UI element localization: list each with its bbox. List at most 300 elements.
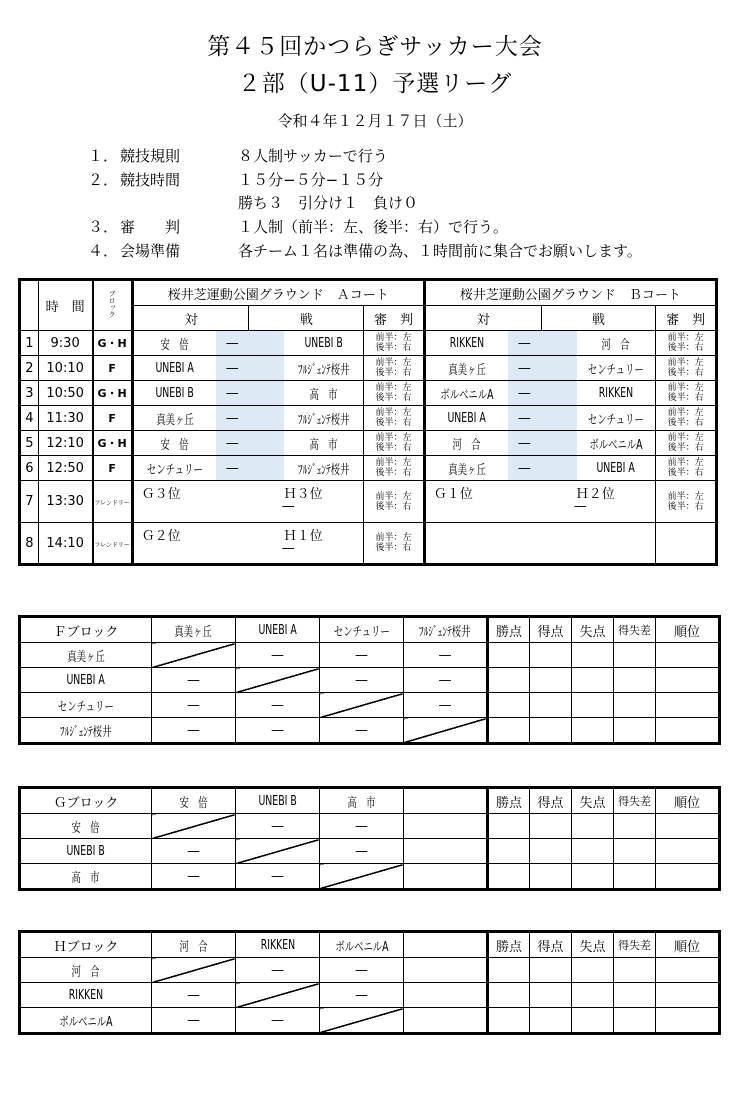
court-b-away-team bbox=[577, 331, 656, 356]
block-h-table bbox=[18, 930, 721, 1035]
match-time: 9:30 bbox=[38, 331, 92, 356]
stat-cell bbox=[530, 643, 572, 668]
schedule-rows bbox=[20, 331, 717, 565]
team-name bbox=[20, 839, 152, 864]
away-team-name: 高 市 bbox=[309, 437, 338, 453]
stat-cell bbox=[572, 839, 614, 864]
court-b-away-team bbox=[577, 381, 656, 406]
away-team-name: ﾌﾙｼﾞｪﾝﾃ桜井 bbox=[298, 462, 350, 478]
referee-note bbox=[364, 331, 425, 356]
time-header: 時 間 bbox=[38, 280, 92, 331]
ref-second-half: 後半：右 bbox=[375, 501, 412, 512]
court-b-away-team bbox=[577, 406, 656, 431]
court-a-home-team bbox=[132, 431, 215, 456]
vs-dash: — bbox=[216, 456, 249, 481]
friendly-away-slot: Ｈ３位 bbox=[283, 487, 323, 502]
match-time: 14:10 bbox=[38, 523, 92, 565]
ref-second-half: 後半：右 bbox=[375, 343, 412, 353]
block-label bbox=[93, 356, 133, 381]
match-number: 6 bbox=[20, 456, 39, 481]
home-team-name: 真美ヶ丘 bbox=[155, 412, 194, 428]
away-team-name: センチュリー bbox=[588, 362, 644, 378]
referee-note bbox=[656, 406, 717, 431]
stat-cell bbox=[656, 958, 720, 983]
stat-cell bbox=[488, 718, 530, 744]
vs-spacer bbox=[541, 356, 576, 381]
stat-cell bbox=[488, 693, 530, 718]
rule-text: 勝ち３ 引分け１ 負け０ bbox=[238, 194, 419, 212]
result-cell: — bbox=[404, 693, 488, 718]
referee-note bbox=[656, 481, 717, 523]
ref-second-half: 後半：右 bbox=[375, 368, 412, 378]
vs-dash: — bbox=[281, 541, 295, 556]
block-code: F bbox=[108, 461, 116, 475]
rule-text: 各チーム１名は準備の為、１時間前に集合でお願いします。 bbox=[238, 242, 642, 260]
vs-dash: — bbox=[216, 431, 249, 456]
team-name-text: 安 倍 bbox=[71, 820, 101, 836]
opponent-header bbox=[236, 932, 320, 958]
home-team-name: UNEBI A bbox=[155, 360, 194, 376]
stat-header: 勝点 bbox=[488, 788, 530, 814]
team-name bbox=[20, 814, 152, 839]
away-team-name: ﾌﾙｼﾞｪﾝﾃ桜井 bbox=[298, 362, 350, 378]
opponent-header bbox=[320, 617, 404, 643]
stat-cell bbox=[614, 983, 656, 1008]
friendly-away-slot: Ｈ１位 bbox=[283, 529, 323, 544]
stat-cell bbox=[488, 668, 530, 693]
referee-note bbox=[364, 481, 425, 523]
self-match-diagonal bbox=[320, 864, 404, 890]
result-cell: — bbox=[152, 839, 236, 864]
court-b-home-team bbox=[424, 406, 507, 431]
self-match-diagonal bbox=[404, 718, 488, 744]
opponent-team-name: UNEBI B bbox=[258, 793, 297, 809]
event-date: 令和４年１２月１７日（土） bbox=[277, 112, 473, 130]
stat-cell bbox=[614, 1008, 656, 1034]
court-a-away-team bbox=[284, 431, 363, 456]
stat-cell bbox=[572, 643, 614, 668]
vs-right-header-a: 戦 bbox=[249, 306, 364, 331]
away-team-name: UNEBI A bbox=[596, 460, 636, 476]
match-row bbox=[20, 381, 717, 406]
result-cell: — bbox=[236, 814, 320, 839]
court-a-friendly-match bbox=[132, 481, 364, 523]
ref-first-half: 前半：左 bbox=[375, 491, 412, 502]
rule-number: １． bbox=[88, 147, 119, 165]
referee-note bbox=[364, 406, 425, 431]
stat-cell bbox=[530, 839, 572, 864]
referee-note bbox=[364, 456, 425, 481]
referee-note bbox=[364, 431, 425, 456]
rule-label: 競技規則 bbox=[120, 147, 181, 165]
court-a-home-team bbox=[132, 331, 215, 356]
ref-first-half: 前半：左 bbox=[667, 333, 704, 343]
stat-cell bbox=[614, 864, 656, 890]
match-time: 11:30 bbox=[38, 406, 92, 431]
stat-cell bbox=[656, 693, 720, 718]
court-b-away-team bbox=[577, 456, 656, 481]
vs-dash: — bbox=[508, 456, 541, 481]
stat-cell bbox=[530, 718, 572, 744]
result-cell: — bbox=[236, 958, 320, 983]
rule-text: １人制（前半：左、後半：右）で行う。 bbox=[238, 218, 509, 236]
opponent-team-name: センチュリー bbox=[333, 624, 390, 640]
vs-dash: — bbox=[508, 381, 541, 406]
result-cell: — bbox=[152, 864, 236, 890]
friendly-home-slot: Ｇ２位 bbox=[141, 529, 181, 544]
ref-second-half: 後半：右 bbox=[667, 468, 704, 478]
court-a-friendly-match bbox=[132, 523, 364, 565]
court-b-home-team bbox=[424, 431, 507, 456]
stat-header: 得点 bbox=[530, 617, 572, 643]
rule-text: ８人制サッカーで行う bbox=[238, 147, 388, 165]
self-match-diagonal bbox=[236, 983, 320, 1008]
team-name bbox=[20, 864, 152, 890]
vs-dash: — bbox=[281, 499, 295, 514]
team-name bbox=[20, 693, 152, 718]
friendly-label: フレンドリー bbox=[94, 541, 130, 549]
opponent-header bbox=[236, 617, 320, 643]
team-row bbox=[20, 668, 720, 693]
friendly-home-slot: Ｇ３位 bbox=[141, 487, 181, 502]
vs-spacer bbox=[541, 406, 576, 431]
block-code: G・H bbox=[97, 387, 127, 400]
result-cell: — bbox=[320, 668, 404, 693]
team-name bbox=[20, 958, 152, 983]
ref-second-half: 後半：右 bbox=[667, 443, 704, 453]
team-name bbox=[20, 668, 152, 693]
friendly-home-slot: Ｇ１位 bbox=[433, 487, 473, 502]
team-name-text: センチュリー bbox=[58, 699, 114, 715]
ref-first-half: 前半：左 bbox=[667, 383, 704, 393]
team-name-text: 河 合 bbox=[71, 964, 101, 980]
ref-first-half: 前半：左 bbox=[667, 458, 704, 468]
stat-cell bbox=[488, 1008, 530, 1034]
opponent-team-name: 真美ヶ丘 bbox=[174, 624, 213, 640]
opponent-header bbox=[152, 788, 236, 814]
stat-cell bbox=[656, 668, 720, 693]
stat-header: 順位 bbox=[656, 788, 720, 814]
stat-header: 得失差 bbox=[614, 932, 656, 958]
team-name-text: ﾌﾙｼﾞｪﾝﾃ桜井 bbox=[60, 724, 112, 740]
match-time: 12:50 bbox=[38, 456, 92, 481]
opponent-header bbox=[320, 932, 404, 958]
away-team-name: ﾌﾙｼﾞｪﾝﾃ桜井 bbox=[298, 412, 350, 428]
result-cell: — bbox=[152, 1008, 236, 1034]
self-match-diagonal bbox=[152, 643, 236, 668]
block-header-row bbox=[20, 788, 720, 814]
home-team-name: センチュリー bbox=[146, 462, 203, 478]
block-g-table bbox=[18, 786, 721, 891]
stat-header: 失点 bbox=[572, 932, 614, 958]
ref-second-half: 後半：右 bbox=[667, 343, 704, 353]
block-title: Ｇブロック bbox=[20, 788, 152, 814]
stat-cell bbox=[572, 1008, 614, 1034]
match-row bbox=[20, 356, 717, 381]
stat-cell bbox=[488, 643, 530, 668]
ref-first-half: 前半：左 bbox=[375, 383, 412, 393]
opponent-header bbox=[320, 788, 404, 814]
opponent-header bbox=[152, 932, 236, 958]
opponent-team-name: UNEBI A bbox=[258, 622, 297, 638]
vs-spacer bbox=[249, 331, 284, 356]
stat-cell bbox=[572, 814, 614, 839]
referee-note bbox=[364, 356, 425, 381]
team-name-text: 真美ヶ丘 bbox=[67, 649, 105, 665]
self-match-diagonal bbox=[320, 1008, 404, 1034]
home-team-name: 真美ヶ丘 bbox=[448, 362, 486, 378]
result-cell: — bbox=[320, 839, 404, 864]
block-label bbox=[93, 456, 133, 481]
opponent-team-name: 河 合 bbox=[179, 939, 208, 955]
away-team-name: 河 合 bbox=[601, 337, 630, 353]
ref-second-half: 後半：右 bbox=[375, 543, 412, 553]
vs-spacer bbox=[249, 406, 284, 431]
friendly-label: フレンドリー bbox=[94, 500, 130, 507]
opponent-team-name: 高 市 bbox=[347, 795, 376, 811]
row-number-header bbox=[20, 280, 39, 331]
block-code: G・H bbox=[97, 337, 127, 350]
match-row bbox=[20, 431, 717, 456]
stat-cell bbox=[572, 668, 614, 693]
block-label bbox=[93, 331, 133, 356]
stat-cell bbox=[572, 958, 614, 983]
stat-cell bbox=[614, 693, 656, 718]
result-cell: — bbox=[236, 864, 320, 890]
court-b-friendly-match bbox=[424, 481, 656, 523]
ref-second-half: 後半：右 bbox=[375, 468, 412, 478]
stat-cell bbox=[614, 718, 656, 744]
team-name-text: UNEBI B bbox=[66, 843, 106, 859]
stat-cell bbox=[572, 718, 614, 744]
match-number: 1 bbox=[20, 331, 39, 356]
stat-cell bbox=[656, 864, 720, 890]
self-match-diagonal bbox=[152, 814, 236, 839]
opponent-team-name: 安 倍 bbox=[179, 795, 208, 811]
result-cell: — bbox=[236, 643, 320, 668]
ref-first-half: 前半：左 bbox=[375, 408, 412, 418]
stat-cell bbox=[656, 814, 720, 839]
result-cell bbox=[404, 814, 488, 839]
stat-cell bbox=[530, 958, 572, 983]
opponent-team-name: RIKKEN bbox=[260, 937, 295, 953]
result-cell: — bbox=[236, 718, 320, 744]
court-a-away-team bbox=[284, 331, 363, 356]
court-a-home-team bbox=[132, 406, 215, 431]
team-row bbox=[20, 718, 720, 744]
referee-note bbox=[364, 523, 425, 565]
block-label bbox=[93, 523, 133, 565]
self-match-diagonal bbox=[236, 668, 320, 693]
vs-dash: — bbox=[216, 356, 249, 381]
match-row bbox=[20, 331, 717, 356]
stat-cell bbox=[488, 864, 530, 890]
court-b-header: 桜井芝運動公園グラウンド Ｂコート bbox=[424, 280, 716, 306]
vs-spacer bbox=[541, 331, 576, 356]
away-team-name: 高 市 bbox=[309, 387, 338, 403]
referee-note bbox=[656, 431, 717, 456]
result-cell: — bbox=[320, 983, 404, 1008]
tournament-title: 第４５回かつらぎサッカー大会 bbox=[207, 34, 543, 60]
self-match-diagonal bbox=[152, 958, 236, 983]
match-number: 8 bbox=[20, 523, 39, 565]
stat-cell bbox=[572, 864, 614, 890]
ref-header-a: 審 判 bbox=[364, 306, 425, 331]
vs-dash: — bbox=[508, 356, 541, 381]
away-team-name: ボルベニルA bbox=[589, 437, 643, 453]
result-cell bbox=[404, 839, 488, 864]
court-a-home-team bbox=[132, 356, 215, 381]
home-team-name: 真美ヶ丘 bbox=[448, 462, 486, 478]
rule-label: 審 判 bbox=[120, 218, 181, 236]
team-name-text: ボルベニルA bbox=[59, 1014, 113, 1030]
team-name bbox=[20, 718, 152, 744]
match-number: 4 bbox=[20, 406, 39, 431]
result-cell: — bbox=[320, 958, 404, 983]
match-time: 10:10 bbox=[38, 356, 92, 381]
home-team-name: 安 倍 bbox=[160, 337, 189, 353]
stat-cell bbox=[488, 839, 530, 864]
ref-second-half: 後半：右 bbox=[667, 418, 704, 428]
court-b-home-team bbox=[424, 381, 507, 406]
ref-first-half: 前半：左 bbox=[375, 433, 412, 443]
friendly-row bbox=[20, 523, 717, 565]
match-row bbox=[20, 456, 717, 481]
court-b-home-team bbox=[424, 356, 507, 381]
ref-first-half: 前半：左 bbox=[667, 408, 704, 418]
stat-cell bbox=[530, 983, 572, 1008]
court-a-away-team bbox=[284, 456, 363, 481]
stat-cell bbox=[614, 668, 656, 693]
rule-number: ３． bbox=[88, 218, 119, 236]
team-name bbox=[20, 643, 152, 668]
referee-note bbox=[656, 381, 717, 406]
stat-cell bbox=[488, 983, 530, 1008]
ref-first-half: 前半：左 bbox=[667, 358, 704, 368]
stat-cell bbox=[614, 643, 656, 668]
home-team-name: RIKKEN bbox=[449, 335, 484, 351]
referee-note bbox=[656, 456, 717, 481]
stat-header: 順位 bbox=[656, 617, 720, 643]
friendly-row bbox=[20, 481, 717, 523]
rule-number: ４． bbox=[88, 242, 119, 260]
away-team-name: UNEBI B bbox=[304, 335, 344, 351]
rule-label: 会場準備 bbox=[120, 242, 181, 260]
block-header-row bbox=[20, 617, 720, 643]
result-cell: — bbox=[236, 1008, 320, 1034]
team-row bbox=[20, 814, 720, 839]
match-number: 7 bbox=[20, 481, 39, 523]
match-schedule-table bbox=[18, 278, 718, 566]
result-cell: — bbox=[404, 668, 488, 693]
league-title: ２部（U-11）予選リーグ bbox=[237, 71, 513, 97]
ref-first-half: 前半：左 bbox=[375, 358, 412, 368]
stat-header: 失点 bbox=[572, 617, 614, 643]
ref-header-b: 審 判 bbox=[656, 306, 717, 331]
stat-cell bbox=[656, 718, 720, 744]
stat-cell bbox=[530, 693, 572, 718]
result-cell: — bbox=[404, 643, 488, 668]
team-row bbox=[20, 958, 720, 983]
team-name-text: 高 市 bbox=[71, 870, 101, 886]
stat-cell bbox=[572, 983, 614, 1008]
match-number: 3 bbox=[20, 381, 39, 406]
stat-cell bbox=[614, 958, 656, 983]
result-cell bbox=[404, 864, 488, 890]
vs-dash: — bbox=[216, 381, 249, 406]
result-cell: — bbox=[152, 668, 236, 693]
stat-cell bbox=[614, 839, 656, 864]
team-row bbox=[20, 693, 720, 718]
away-team-name: RIKKEN bbox=[598, 385, 634, 401]
stat-header: 失点 bbox=[572, 788, 614, 814]
away-team-name: センチュリー bbox=[588, 412, 644, 428]
opponent-header bbox=[152, 617, 236, 643]
result-cell: — bbox=[236, 693, 320, 718]
stat-header: 順位 bbox=[656, 932, 720, 958]
stat-cell bbox=[614, 814, 656, 839]
match-time: 12:10 bbox=[38, 431, 92, 456]
vs-left-header-b: 対 bbox=[424, 306, 541, 331]
court-a-home-team bbox=[132, 381, 215, 406]
team-name bbox=[20, 1008, 152, 1034]
block-title: Ｈブロック bbox=[20, 932, 152, 958]
home-team-name: ボルベニルA bbox=[440, 387, 494, 403]
block-header-row bbox=[20, 932, 720, 958]
match-number: 2 bbox=[20, 356, 39, 381]
vs-right-header-b: 戦 bbox=[541, 306, 656, 331]
opponent-header bbox=[236, 788, 320, 814]
stat-header: 勝点 bbox=[488, 932, 530, 958]
stat-cell bbox=[488, 814, 530, 839]
vs-dash: — bbox=[508, 406, 541, 431]
team-row bbox=[20, 643, 720, 668]
block-code: F bbox=[108, 411, 116, 425]
stat-header: 得点 bbox=[530, 932, 572, 958]
result-cell: — bbox=[152, 718, 236, 744]
vs-spacer bbox=[249, 431, 284, 456]
team-row bbox=[20, 839, 720, 864]
home-team-name: 安 倍 bbox=[160, 437, 189, 453]
vs-left-header-a: 対 bbox=[132, 306, 249, 331]
vs-dash: — bbox=[508, 431, 541, 456]
block-title: Ｆブロック bbox=[20, 617, 152, 643]
result-cell bbox=[404, 958, 488, 983]
court-b-friendly-match bbox=[424, 523, 656, 565]
match-row bbox=[20, 406, 717, 431]
rule-text: １５分−５分−１５分 bbox=[238, 171, 384, 189]
result-cell: — bbox=[320, 643, 404, 668]
block-code: F bbox=[108, 361, 116, 375]
vs-spacer bbox=[249, 356, 284, 381]
court-b-home-team bbox=[424, 456, 507, 481]
ref-first-half: 前半：左 bbox=[667, 433, 704, 443]
court-a-header: 桜井芝運動公園グラウンド Ａコート bbox=[132, 280, 424, 306]
stat-cell bbox=[656, 1008, 720, 1034]
result-cell: — bbox=[152, 693, 236, 718]
ref-second-half: 後半：右 bbox=[667, 501, 704, 512]
opponent-header bbox=[404, 617, 488, 643]
court-b-home-team bbox=[424, 331, 507, 356]
court-b-away-team bbox=[577, 356, 656, 381]
stat-cell bbox=[530, 668, 572, 693]
vs-dash: — bbox=[508, 331, 541, 356]
self-match-diagonal bbox=[236, 839, 320, 864]
block-code: G・H bbox=[97, 437, 127, 450]
vs-spacer bbox=[249, 381, 284, 406]
result-cell: — bbox=[320, 718, 404, 744]
stat-cell bbox=[488, 958, 530, 983]
